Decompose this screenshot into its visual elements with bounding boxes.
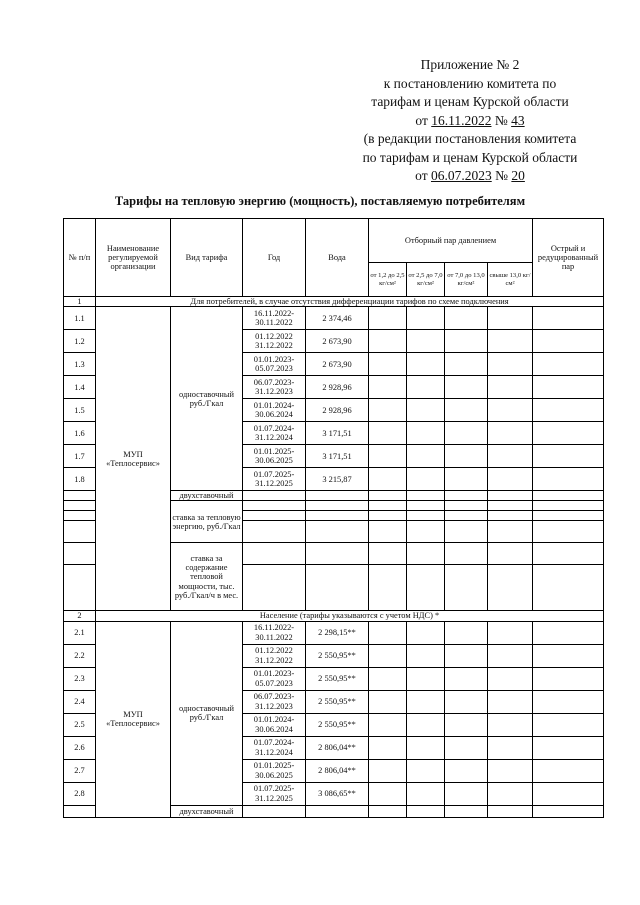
- empty-cell: [488, 621, 533, 644]
- empty-cell: [243, 491, 306, 501]
- appendix-title: Приложение № 2: [420, 57, 520, 72]
- empty-cell: [306, 511, 369, 521]
- section-label: Для потребителей, в случае отсутствия дифференциации тарифов по схеме подключения: [96, 297, 604, 307]
- empty-cell: [407, 468, 445, 491]
- row-number: [64, 491, 96, 501]
- col-p3: от 7,0 до 13,0 кг/см²: [445, 263, 488, 297]
- empty-cell: [407, 805, 445, 817]
- amendment-note: (в редакции постановления комитета: [363, 131, 577, 146]
- empty-cell: [369, 511, 407, 521]
- period: 01.01.2024-30.06.2024: [243, 399, 306, 422]
- empty-cell: [369, 330, 407, 353]
- row-number: 2.4: [64, 690, 96, 713]
- empty-cell: [407, 543, 445, 565]
- empty-cell: [488, 511, 533, 521]
- row-number: 1.7: [64, 445, 96, 468]
- empty-cell: [407, 690, 445, 713]
- empty-cell: [533, 667, 604, 690]
- water-tariff: 3 215,87: [306, 468, 369, 491]
- empty-cell: [488, 713, 533, 736]
- water-tariff: 2 550,95**: [306, 644, 369, 667]
- organization-name: МУП «Теплосервис»: [96, 307, 171, 611]
- tariff-type-two: двухставочный: [171, 491, 243, 501]
- empty-cell: [243, 521, 306, 543]
- row-number: [64, 501, 96, 511]
- empty-cell: [407, 491, 445, 501]
- committee-name: тарифам и ценам Курской области: [371, 94, 569, 109]
- empty-cell: [488, 501, 533, 511]
- col-org: Наименование регулируемой организации: [96, 219, 171, 297]
- tariff-table: [63, 218, 604, 818]
- water-tariff: 2 806,04**: [306, 736, 369, 759]
- empty-cell: [306, 521, 369, 543]
- water-tariff: 2 806,04**: [306, 759, 369, 782]
- period: 01.12.2022 31.12.2022: [243, 644, 306, 667]
- empty-cell: [369, 491, 407, 501]
- period: 06.07.2023-31.12.2023: [243, 376, 306, 399]
- empty-cell: [533, 491, 604, 501]
- tariff-type: одноставочный руб./Гкал: [171, 621, 243, 805]
- empty-cell: [533, 399, 604, 422]
- empty-cell: [445, 307, 488, 330]
- empty-cell: [407, 644, 445, 667]
- empty-cell: [445, 468, 488, 491]
- empty-cell: [407, 445, 445, 468]
- section-row: [64, 611, 604, 621]
- col-p1: от 1,2 до 2,5 кг/см²: [369, 263, 407, 297]
- period: 01.07.2024-31.12.2024: [243, 736, 306, 759]
- empty-cell: [488, 491, 533, 501]
- empty-cell: [488, 667, 533, 690]
- row-number: 1.3: [64, 353, 96, 376]
- empty-cell: [407, 782, 445, 805]
- period: 01.07.2024-31.12.2024: [243, 422, 306, 445]
- empty-cell: [533, 565, 604, 611]
- empty-cell: [533, 782, 604, 805]
- empty-cell: [533, 353, 604, 376]
- water-tariff: 2 550,95**: [306, 690, 369, 713]
- row-number: 2.5: [64, 713, 96, 736]
- row-number: [64, 565, 96, 611]
- empty-cell: [407, 759, 445, 782]
- water-tariff: 3 171,51: [306, 445, 369, 468]
- empty-cell: [407, 501, 445, 511]
- empty-cell: [533, 330, 604, 353]
- period: 06.07.2023-31.12.2023: [243, 690, 306, 713]
- empty-cell: [488, 565, 533, 611]
- empty-cell: [369, 399, 407, 422]
- resolution-date: 16.11.2022: [431, 112, 492, 128]
- empty-cell: [533, 805, 604, 817]
- empty-cell: [407, 667, 445, 690]
- capacity-rate-label: ставка за содержание тепловой мощности, тыс. руб./Гкал/ч в мес.: [171, 543, 243, 611]
- empty-cell: [243, 501, 306, 511]
- empty-cell: [533, 501, 604, 511]
- empty-cell: [445, 690, 488, 713]
- period: 16.11.2022-30.11.2022: [243, 621, 306, 644]
- empty-cell: [369, 667, 407, 690]
- tariff-type: одноставочный руб./Гкал: [171, 307, 243, 491]
- empty-cell: [445, 621, 488, 644]
- empty-cell: [533, 621, 604, 644]
- empty-cell: [445, 330, 488, 353]
- empty-cell: [445, 759, 488, 782]
- row-number: [64, 521, 96, 543]
- row-number: 1.6: [64, 422, 96, 445]
- col-p2: от 2,5 до 7,0 кг/см²: [407, 263, 445, 297]
- empty-cell: [488, 543, 533, 565]
- empty-cell: [369, 782, 407, 805]
- col-p4: свыше 13,0 кг/см²: [488, 263, 533, 297]
- empty-cell: [488, 782, 533, 805]
- row-number: [64, 543, 96, 565]
- period: 01.01.2023-05.07.2023: [243, 667, 306, 690]
- empty-cell: [533, 422, 604, 445]
- empty-cell: [533, 445, 604, 468]
- empty-cell: [243, 565, 306, 611]
- row-number: 1.8: [64, 468, 96, 491]
- amendment-number: 20: [511, 168, 525, 183]
- empty-cell: [445, 805, 488, 817]
- empty-cell: [533, 690, 604, 713]
- empty-cell: [445, 565, 488, 611]
- empty-cell: [407, 307, 445, 330]
- table-title: Тарифы на тепловую энергию (мощность), поставляемую потребителям: [114, 194, 526, 208]
- empty-cell: [369, 805, 407, 817]
- amendment-committee: по тарифам и ценам Курской области: [362, 149, 578, 165]
- water-tariff: 2 673,90: [306, 330, 369, 353]
- resolution-number: 43: [511, 112, 525, 128]
- empty-cell: [369, 713, 407, 736]
- empty-cell: [445, 501, 488, 511]
- organization-name: МУП «Теплосервис»: [96, 621, 171, 817]
- empty-cell: [533, 521, 604, 543]
- period: 01.01.2025-30.06.2025: [243, 759, 306, 782]
- row-number: [64, 511, 96, 521]
- water-tariff: 2 298,15**: [306, 621, 369, 644]
- empty-cell: [488, 307, 533, 330]
- empty-cell: [407, 736, 445, 759]
- water-tariff: 2 550,95**: [306, 667, 369, 690]
- empty-cell: [243, 543, 306, 565]
- water-tariff: 3 086,65**: [306, 782, 369, 805]
- empty-cell: [407, 713, 445, 736]
- empty-cell: [369, 468, 407, 491]
- empty-cell: [369, 759, 407, 782]
- empty-cell: [445, 399, 488, 422]
- empty-cell: [533, 468, 604, 491]
- row-number: 1.4: [64, 376, 96, 399]
- row-number: 1.1: [64, 307, 96, 330]
- col-num: № п/п: [64, 219, 96, 297]
- period: 01.01.2025-30.06.2025: [243, 445, 306, 468]
- empty-cell: [488, 521, 533, 543]
- empty-cell: [369, 543, 407, 565]
- empty-cell: [533, 759, 604, 782]
- empty-cell: [369, 690, 407, 713]
- period: 16.11.2022-30.11.2022: [243, 307, 306, 330]
- empty-cell: [488, 330, 533, 353]
- empty-cell: [306, 491, 369, 501]
- period: 01.07.2025-31.12.2025: [243, 782, 306, 805]
- empty-cell: [533, 543, 604, 565]
- empty-cell: [243, 511, 306, 521]
- empty-cell: [369, 644, 407, 667]
- empty-cell: [488, 759, 533, 782]
- energy-rate-label: ставка за тепловую энергию, руб./Гкал: [171, 501, 243, 543]
- empty-cell: [488, 468, 533, 491]
- resolution-date-line: от 16.11.2022 № 43: [415, 112, 525, 128]
- empty-cell: [407, 511, 445, 521]
- empty-cell: [533, 307, 604, 330]
- empty-cell: [306, 543, 369, 565]
- table-row: [64, 307, 604, 330]
- document-header: [320, 56, 620, 186]
- empty-cell: [407, 399, 445, 422]
- row-number: 1.5: [64, 399, 96, 422]
- tariff-type-two: двухставочный: [171, 805, 243, 817]
- empty-cell: [533, 736, 604, 759]
- section-label: Население (тарифы указываются с учетом НДС) *: [96, 611, 604, 621]
- empty-cell: [407, 376, 445, 399]
- empty-cell: [488, 399, 533, 422]
- empty-cell: [306, 501, 369, 511]
- empty-cell: [445, 445, 488, 468]
- empty-cell: [407, 353, 445, 376]
- empty-cell: [488, 353, 533, 376]
- empty-cell: [369, 445, 407, 468]
- empty-cell: [306, 565, 369, 611]
- water-tariff: 2 673,90: [306, 353, 369, 376]
- row-number: 2.8: [64, 782, 96, 805]
- empty-cell: [533, 376, 604, 399]
- empty-cell: [445, 543, 488, 565]
- empty-cell: [369, 501, 407, 511]
- section-number: 1: [64, 297, 96, 307]
- row-number: 2.1: [64, 621, 96, 644]
- empty-cell: [407, 565, 445, 611]
- row-number: [64, 805, 96, 817]
- empty-cell: [445, 782, 488, 805]
- empty-cell: [407, 330, 445, 353]
- header-row: [64, 219, 604, 263]
- col-steam: Отборный пар давлением: [369, 219, 533, 263]
- empty-cell: [533, 644, 604, 667]
- period: 01.01.2024-30.06.2024: [243, 713, 306, 736]
- empty-cell: [533, 713, 604, 736]
- col-sharp: Острый и редуцированный пар: [533, 219, 604, 297]
- empty-cell: [488, 422, 533, 445]
- row-number: 2.7: [64, 759, 96, 782]
- empty-cell: [445, 521, 488, 543]
- empty-cell: [445, 491, 488, 501]
- period: 01.12.2022 31.12.2022: [243, 330, 306, 353]
- empty-cell: [369, 621, 407, 644]
- empty-cell: [369, 353, 407, 376]
- water-tariff: 2 928,96: [306, 399, 369, 422]
- row-number: 2.6: [64, 736, 96, 759]
- empty-cell: [533, 511, 604, 521]
- water-tariff: 2 928,96: [306, 376, 369, 399]
- empty-cell: [445, 353, 488, 376]
- empty-cell: [445, 644, 488, 667]
- period: 01.01.2023-05.07.2023: [243, 353, 306, 376]
- empty-cell: [488, 736, 533, 759]
- empty-cell: [488, 644, 533, 667]
- empty-cell: [369, 376, 407, 399]
- empty-cell: [407, 521, 445, 543]
- empty-cell: [369, 565, 407, 611]
- row-number: 2.3: [64, 667, 96, 690]
- empty-cell: [445, 713, 488, 736]
- table-row: [64, 621, 604, 644]
- empty-cell: [407, 422, 445, 445]
- row-number: 2.2: [64, 644, 96, 667]
- empty-cell: [369, 736, 407, 759]
- empty-cell: [407, 621, 445, 644]
- section-number: 2: [64, 611, 96, 621]
- empty-cell: [369, 307, 407, 330]
- empty-cell: [488, 445, 533, 468]
- section-row: [64, 297, 604, 307]
- row-number: 1.2: [64, 330, 96, 353]
- empty-cell: [369, 521, 407, 543]
- empty-cell: [488, 805, 533, 817]
- empty-cell: [445, 511, 488, 521]
- col-type: Вид тарифа: [171, 219, 243, 297]
- empty-cell: [243, 805, 306, 817]
- empty-cell: [445, 422, 488, 445]
- col-water: Вода: [306, 219, 369, 297]
- water-tariff: 3 171,51: [306, 422, 369, 445]
- water-tariff: 2 374,46: [306, 307, 369, 330]
- amendment-date: 06.07.2023: [430, 168, 492, 183]
- empty-cell: [445, 667, 488, 690]
- resolution-ref: к постановлению комитета по: [383, 75, 557, 91]
- amendment-date-line: от 06.07.2023 № 20: [415, 168, 525, 183]
- empty-cell: [488, 690, 533, 713]
- period: 01.07.2025-31.12.2025: [243, 468, 306, 491]
- empty-cell: [445, 736, 488, 759]
- empty-cell: [369, 422, 407, 445]
- empty-cell: [306, 805, 369, 817]
- empty-cell: [445, 376, 488, 399]
- water-tariff: 2 550,95**: [306, 713, 369, 736]
- col-year: Год: [243, 219, 306, 297]
- empty-cell: [488, 376, 533, 399]
